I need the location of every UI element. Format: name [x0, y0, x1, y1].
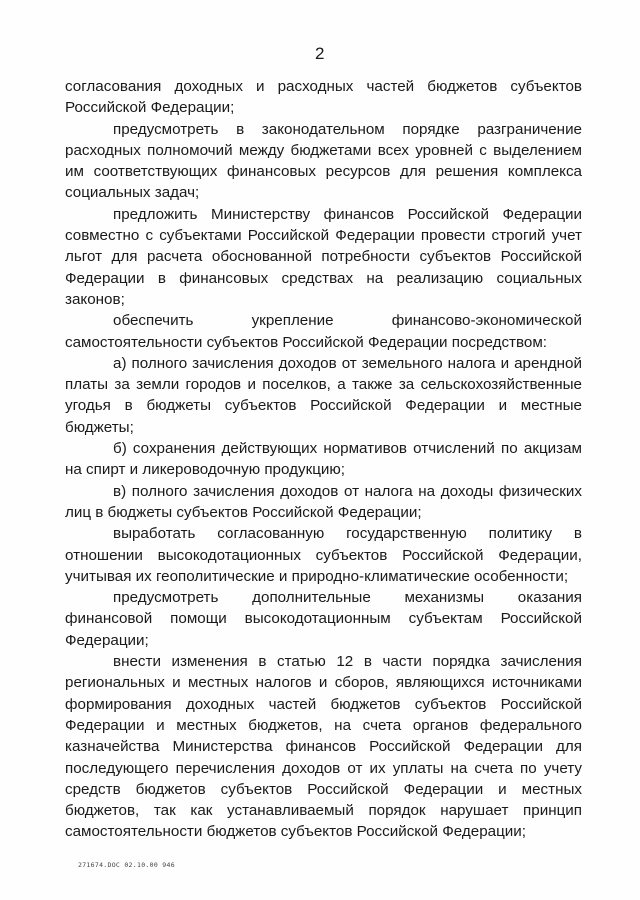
paragraph-6: б) сохранения действующих нормативов отчислений по акцизам на спирт и ликероводочную продукцию; — [65, 440, 582, 479]
document-body — [65, 76, 582, 843]
paragraph-7: в) полного зачисления доходов от налога на доходы физических лиц в бюджеты субъектов Российской Федерации; — [65, 482, 582, 521]
paragraph-1: согласования доходных и расходных частей бюджетов субъектов Российской Федерации; — [65, 78, 582, 117]
paragraph-9: предусмотреть дополнительные механизмы оказания финансовой помощи высокодотационным субъектам Российской Федерации; — [65, 589, 582, 649]
paragraph-10: внести изменения в статью 12 в части порядка зачисления региональных и местных налогов и сборов, являющихся источниками формирования доходных частей бюджетов субъектов Российской Федерации и местных бюджетов, на счета органов федерального казначейства Министерства финансов Российской Федерации для последующего перечисления доходов от их уплаты на счета по учету средств бюджетов субъектов Российской Федерации и местных бюджетов, так как устанавливаемый порядок нарушает принцип самостоятельности бюджетов субъектов Российской Федерации; — [65, 653, 582, 841]
paragraph-8: выработать согласованную государственную политику в отношении высокодотационных субъектов Российской Федерации, учитывая их геополитические и природно-климатические особенности; — [65, 525, 582, 585]
paragraph-4: обеспечить укрепление финансово-экономической самостоятельности субъектов Российской Федерации посредством: — [65, 312, 582, 351]
paragraph-5: а) полного зачисления доходов от земельного налога и арендной платы за земли городов и поселков, а также за сельскохозяйственные угодья в бюджеты субъектов Российской Федерации и местные бюджеты; — [65, 354, 582, 436]
footer-document-code: 271674.DOC 02.10.00 946 — [78, 861, 175, 869]
paragraph-2: предусмотреть в законодательном порядке разграничение расходных полномочий между бюджетами всех уровней с выделением им соответствующих финансовых ресурсов для решения комплекса социальных задач; — [65, 120, 582, 202]
page-number: 2 — [315, 44, 325, 63]
paragraph-3: предложить Министерству финансов Российской Федерации совместно с субъектами Российской Федерации провести строгий учет льгот для расчета обоснованной потребности субъектов Российской Федерации в финансовых средствах на реализацию социальных законов; — [65, 205, 582, 308]
